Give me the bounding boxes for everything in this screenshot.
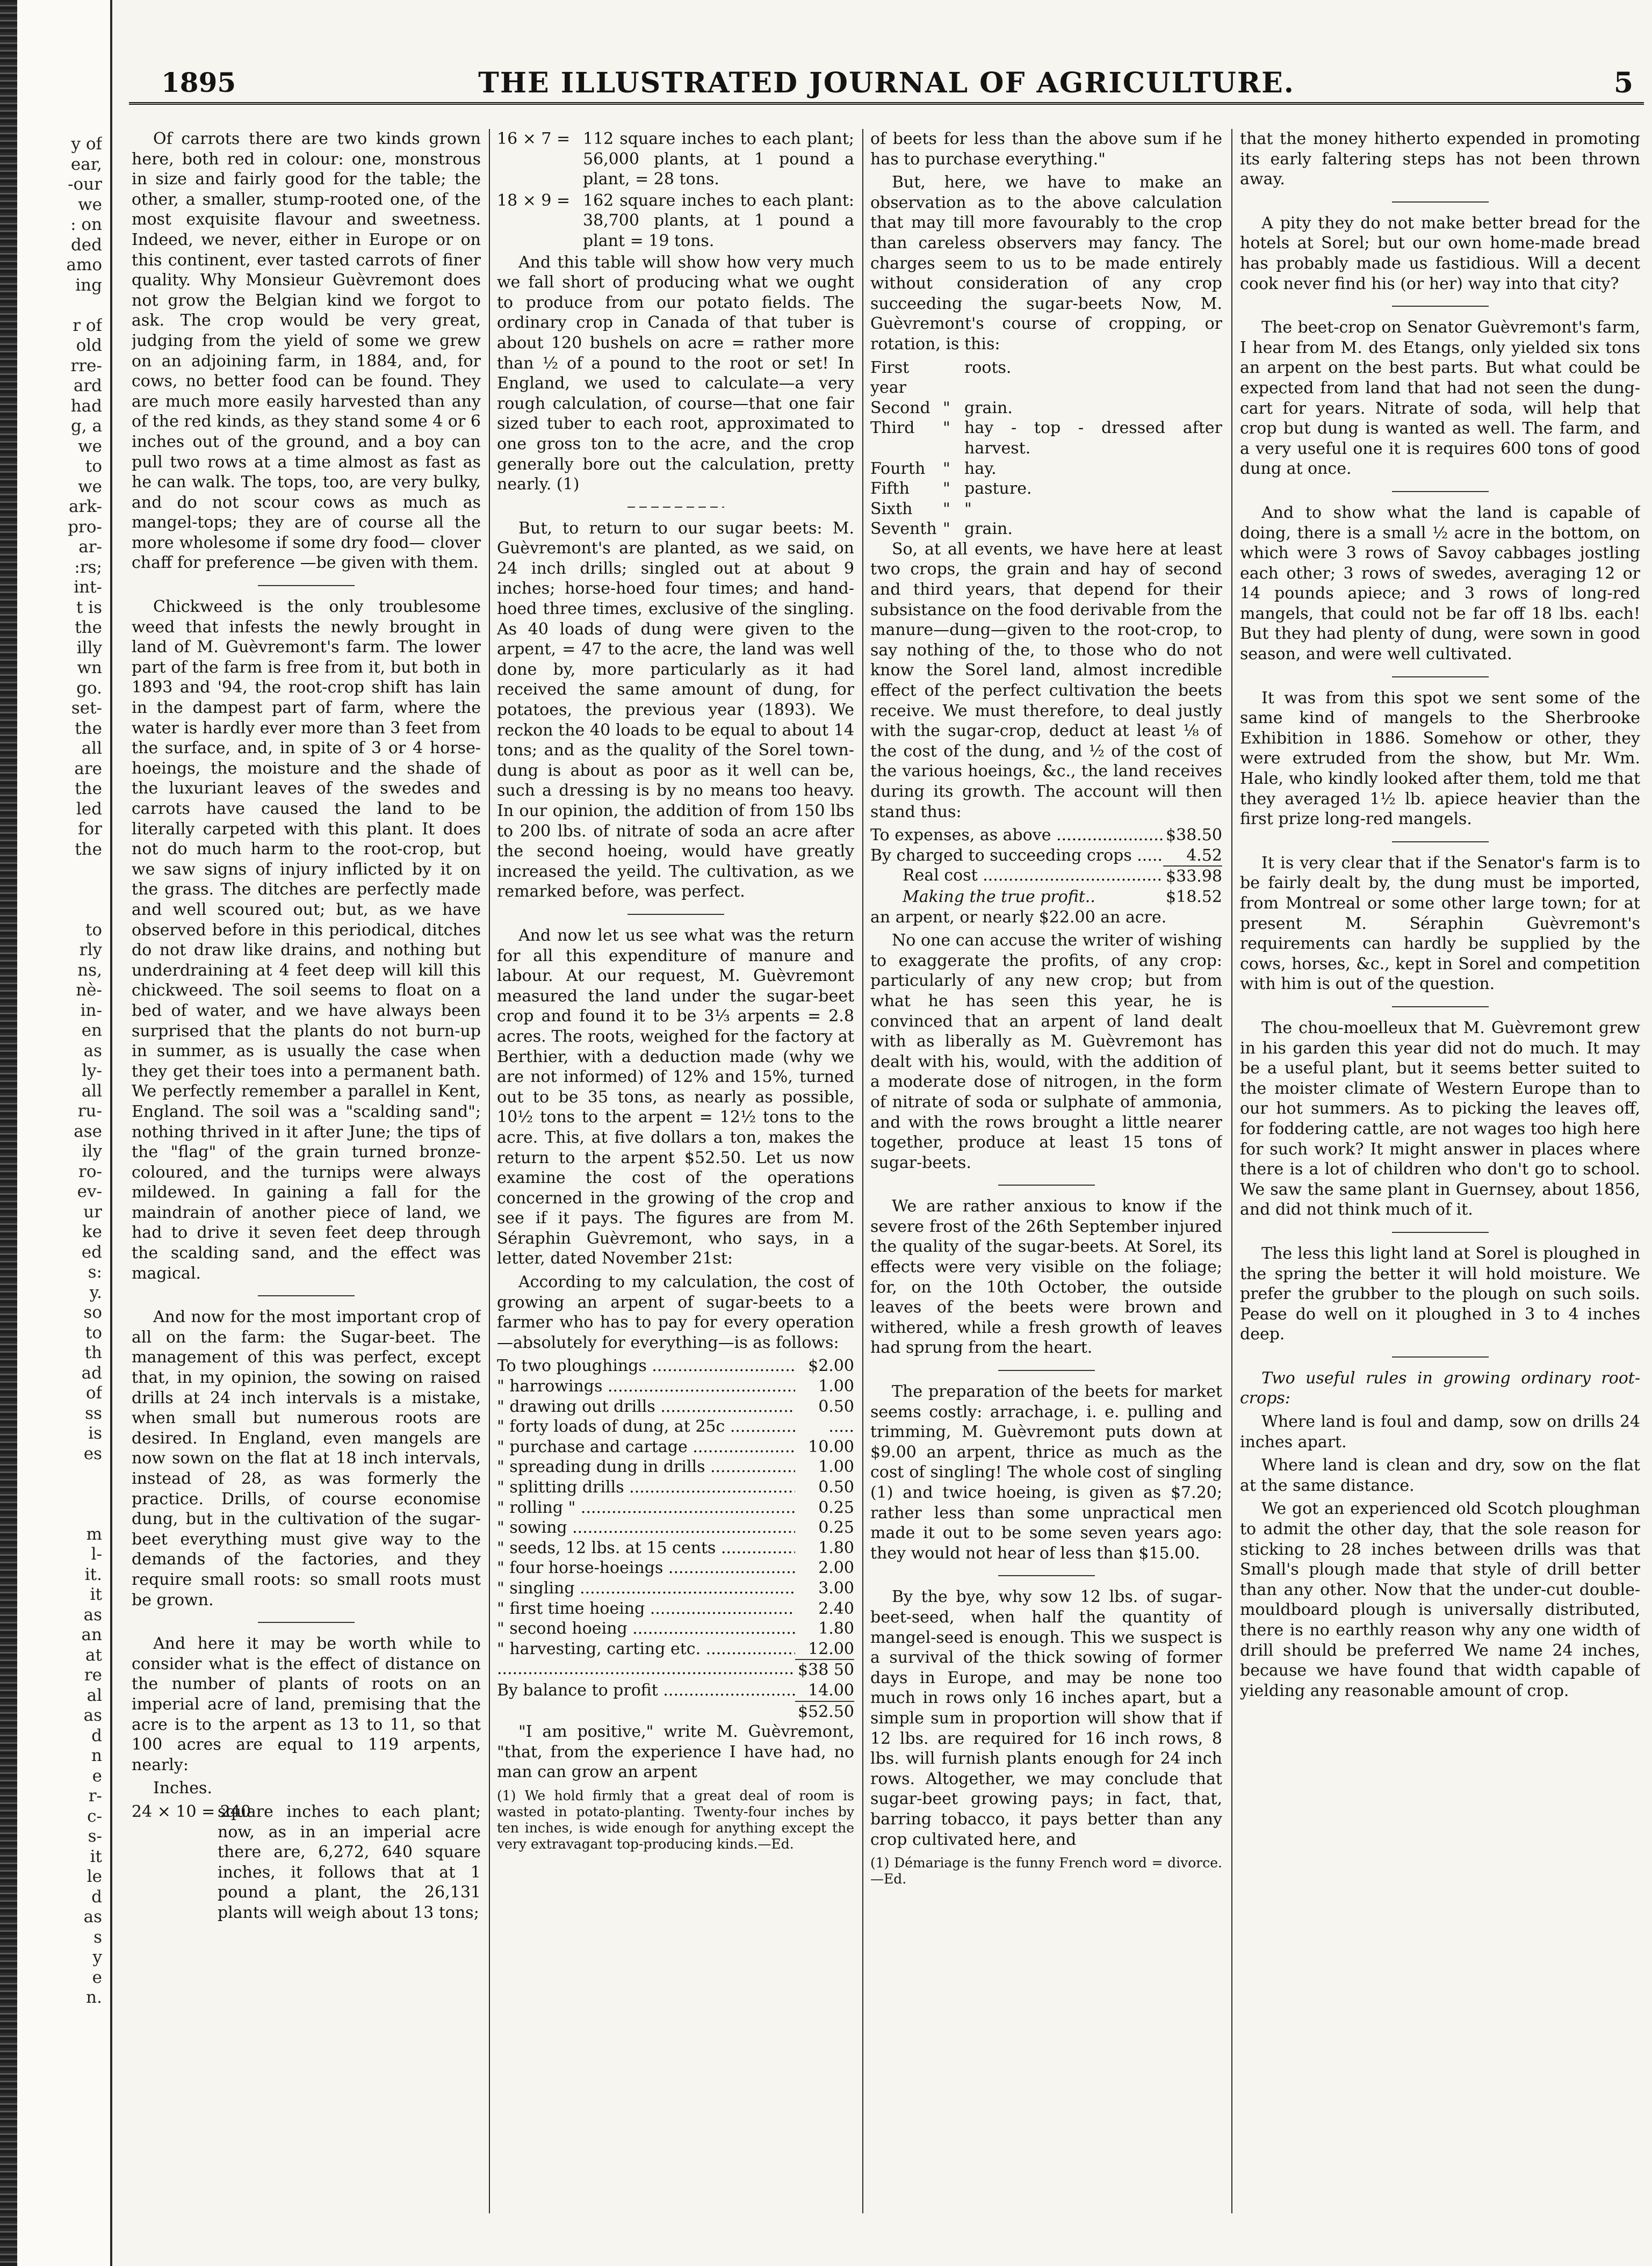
margin-fragment: ru- [77,1101,102,1121]
section-rule [1392,491,1489,492]
margin-fragment: le [86,1867,102,1886]
cost-item: " purchase and cartage ..... [497,1437,795,1457]
section-rule [998,1185,1095,1186]
account-label: Real cost ..... [903,865,1163,887]
rotation-year: Second [870,398,930,417]
cost-item: " forty loads of dung, at 25c ..... [497,1417,795,1437]
section-rule [258,1295,355,1296]
balance-amount: 14.00 [808,1680,854,1700]
margin-fragment: amo [66,255,102,275]
margin-fragment: in- [80,1000,102,1020]
section-rule [1392,841,1489,842]
margin-fragment: as [83,1041,102,1060]
rotation-leader: " [943,459,950,478]
margin-fragment: of [85,1383,102,1403]
binding-edge [0,0,17,2266]
account-row [870,825,1222,846]
cost-amount: 0.25 [818,1498,854,1517]
margin-fragment: y [92,1947,102,1967]
margin-fragment: are [74,759,102,778]
page-number: 5 [1613,67,1633,99]
margin-fragment: es [83,1444,102,1463]
cost-subtotal-row [497,1659,854,1680]
paragraph-quote: "I am positive," write M. Guèvremont, "that, from the experience I have had, no man can grow an arpent [497,1722,854,1782]
margin-fragment: at [85,1645,102,1665]
calculation-lhs: 24 × 10 = 240 [132,1802,251,1821]
margin-fragment: t is [76,597,102,617]
paragraph-sugar-beets-return: But, to return to our sugar beets: M. Guèvremont's are planted, as we said, on 24 inch drills; singled out at about 9 inches; horse-hoed four times; and hand-hoed three times, exclusive of the singling. As 40 loads of dung were given to the arpent, = 47 to the acre, the land was well done by, more particularly as it had received the same amount of dung, for potatoes, the previous year (1893). We reckon the 40 loads to be equal to about 14 tons; and as the quality of the Sorel town-dung is about as poor as it well can be, such a dressing is by no means too heavy. In our opinion, the addition of from 150 lbs to 200 lbs. of nitrate of soda an acre after the second hoeing, would have greatly increased the yeild. The cultivation, as we remarked before, was perfect. [497,518,854,901]
rotation-row [870,499,1222,519]
rotation-year: First year [870,358,910,398]
margin-fragment: as [83,1605,102,1625]
paragraph-carrots: Of carrots there are two kinds grown here, both red in colour: one, monstrous in size and fairly good for the table; the other, a smaller, stump-rooted one, of the most exquisite flavour and sweetness. Indeed, we never, either in Europe or on this continent, ever tasted carrots of finer quality. Why Monsieur Guèvremont does not grow the Belgian kind we forgot to ask. The crop would be very great, judging from the yield of some we grew on an adjoining farm, in 1884, and, for cows, no better food can be found. They are much more easily harvested than any of the red kinds, as they stand some 4 or 6 inches out of the ground, and a boy can pull two rows at a time almost as fast as he can walk. The tops, too, are very bulky, and do not scour cows as much as mangel-tops; they are of course all the more wholesome if some dry food— clover chaff for preference —be given with them. [132,129,481,573]
margin-fragment: rly [79,940,102,959]
cost-row [497,1498,854,1518]
rotation-row [870,358,1222,398]
margin-fragment: the [75,718,102,738]
cost-amount: 12.00 [808,1639,854,1658]
rotation-crop: pasture. [964,479,1032,499]
account-row [870,887,1222,907]
margin-fragment: all [81,739,102,758]
rotation-crop: grain. [964,519,1013,539]
rotation-leader [943,358,964,398]
paragraph-preparation: The preparation of the beets for market seems costly: arrachage, i. e. pulling and trimming, M. Guèvremont puts down at $9.00 an arpent, thrice as much as the cost of singling! The whole cost of singling (1) and twice hoeing, is given as $7.20; rather less than some unpractical men made it out to be some seven years ago: they would not hear of less than $15.00. [870,1382,1222,1563]
cost-item: " four horse-hoeings ..... [497,1558,795,1578]
margin-fragment: d [91,1887,102,1907]
balance-row [497,1680,854,1701]
page-header [129,59,1644,105]
section-rule [627,507,724,508]
rotation-row [870,519,1222,539]
cost-amount: 1.80 [818,1619,854,1639]
cost-row [497,1518,854,1538]
account-label: To expenses, as above ..... [870,825,1163,846]
rotation-leader: " [943,418,950,438]
cost-subtotal: $38 50 [795,1659,854,1680]
paragraph-exhibition: It was from this spot we sent some of the same kind of mangels to the Sherbrooke Exhibition in 1886. Somehow or other, they were extruded from the show, but Mr. Wm. Hale, who kindly looked after them, told me that they averaged 1½ lb. apiece heavier than the first prize long-red mangels. [1240,688,1640,829]
section-rule [998,1575,1095,1576]
cost-row [497,1397,854,1417]
margin-fragment: r- [88,1786,102,1806]
margin-fragment: nè- [76,980,102,1000]
margin-fragment: e [92,1766,102,1786]
margin-fragment: :rs; [74,557,102,577]
margin-fragment: to [85,1323,102,1343]
cost-amount: 1.00 [818,1457,854,1477]
paragraph-bread: A pity they do not make better bread for the hotels at Sorel; but our own home-made bread has probably made us fastidious. Will a decent cook never find his (or her) way into that city? [1240,213,1640,293]
paragraph-continuation: that the money hitherto expended in promoting its early faltering steps has not been thrown away. [1240,129,1640,189]
margin-fragment: it. [84,1564,102,1584]
margin-fragment: as [83,1706,102,1725]
margin-fragment: it [90,1585,102,1604]
cost-item: " first time hoeing ..... [497,1599,795,1619]
cost-row [497,1457,854,1477]
rotation-row [870,398,1222,418]
cost-item: " splitting drills ..... [497,1477,795,1498]
margin-fragment: go. [76,678,102,698]
paragraph-observation: But, here, we have to make an observation as to the above calculation that may till more favourably to the crop than careless observers may fancy. The charges seem to us to be made entirely without consideration of any crop succeeding the sugar-beets Now, M. Guèvremont's course of cropping, or rotation, is this: [870,173,1222,353]
rotation-year: Seventh [870,519,937,539]
margin-fragment: ded [70,235,102,255]
calculation-lhs: 18 × 9 = [497,191,571,210]
cost-item: " seeds, 12 lbs. at 15 cents ..... [497,1538,795,1558]
calculation-lhs: 16 × 7 = [497,129,571,148]
margin-fragment [21,1484,102,1505]
cost-row [497,1599,854,1619]
cost-item: " harvesting, carting etc. ..... [497,1639,795,1659]
paragraph-distance: And here it may be worth while to consider what is the effect of distance on the number of plants of roots on an imperial acre of land, premising that the acre is to the arpent as 13 to 11, so that 100 acres are equal to 119 arpents, nearly: [132,1634,481,1774]
rotation-year: Fifth [870,479,910,499]
paragraph-sugar-beet: And now for the most important crop of all on the farm: the Sugar-beet. The management of this was perfect, except that, in my opinion, the sowing on raised drills at 24 inch intervals is a mistake, when small but numerous roots are desired. In England, even mangels are now sown on the flat at 18 inch intervals, instead of 28, as was formerly the practice. Drills, of course economise dung, but in the cultivation of the sugar-beet everything must give way to the demands of the factories, and they require small roots: so small roots must be grown. [132,1308,481,1610]
margin-fragment: th [84,1343,102,1362]
paragraph-return: And now let us see what was the return for all this expenditure of manure and labour. At our request, M. Guèvremont measured the land under the sugar-beet crop and found it to be 3⅓ arpents = 2.8 acres. The roots, weighed for the factory at Berthier, with a deduction made (why we are not informed) of 12% and 15%, turned out to be 35 tons, as nearly as possible, 10½ tons to the arpent = 12½ tons to the acre. This, at five dollars a ton, makes the return to the arpent $52.50. Let us now examine the cost of the operations concerned in the growing of the crop and see if it pays. The figures are from M. Séraphin Guèvremont, who says, in a letter, dated November 21st: [497,926,854,1268]
rotation-leader: " [943,519,950,539]
cost-row [497,1578,854,1599]
cost-row [497,1376,854,1397]
margin-fragment: l- [91,1545,102,1564]
rotation-leader: " [943,499,950,518]
paragraph-cost-intro: According to my calculation, the cost of growing an arpent of sugar-beets to a farmer who has to pay for every operation—absolutely for everything—is as follows: [497,1273,854,1352]
margin-fragment: ly- [82,1061,102,1080]
column-2 [497,129,854,2219]
margin-fragment: led [76,799,102,819]
cost-row [497,1437,854,1457]
rotation-crop: roots. [964,358,1012,377]
paragraph-chickweed: Chickweed is the only troublesome weed that infests the newly brought in land of M. Guèvremont's farm. The lower part of the farm is free from it, but both in 1893 and '94, the root-crop shift has lain in the dampest part of farm, where the water is hardly ever more than 3 feet from the surface, and, in spite of 3 or 4 horse-hoeings, the moisture and the shade of the luxuriant leaves of the swedes and carrots have caused the land to be literally carpeted with this plant. It does not do much harm to the root-crop, but we saw signs of injury inflicted by it on the grass. The ditches are perfectly made and well scoured out; but, as we have observed before in this periodical, ditches do not draw like drains, and nothing but underdraining at 4 feet deep will kill this chickweed. The soil seems to float on a bed of water, and we have always been surprised that the plants do not burn-up in summer, as is usually the case when they get their toes into a permanent bath. We perfectly remember a parallel in Kent, England. The soil was a "scalding sand"; nothing thrived in it after June; the tips of the "flag" of the grain turned bronze-coloured, and the turnips were always mildewed. In gaining a fall for the maindrain of another piece of land, we had to drive it seven feet deep through the scalding sand, and the effect was magical. [132,597,481,1283]
margin-fragment: old [76,336,102,355]
calculation-row [497,129,854,190]
paragraph-acre: an arpent, or nearly $22.00 an acre. [870,907,1167,927]
margin-fragment: ev- [77,1182,102,1201]
rotation-year: Third [870,418,915,438]
section-rule [998,1370,1095,1371]
section-rule [1392,1232,1489,1233]
margin-fragment: ing [75,275,102,295]
margin-fragment: ns, [77,960,102,980]
column-1 [132,129,481,2219]
margin-fragment: m [86,1524,102,1544]
cost-item: " spreading dung in drills ..... [497,1457,795,1477]
rotation-year: Fourth [870,459,926,478]
margin-fragment: wn [77,658,102,677]
margin-fragment: we [78,194,102,214]
margin-fragment [21,880,102,900]
margin-fragment: we [78,477,102,496]
account-row [870,865,1222,887]
margin-fragment: ark- [68,497,102,516]
grand-total-row [497,1701,854,1722]
rotation-leader: " [943,398,950,417]
cost-item: " drawing out drills ..... [497,1397,795,1417]
paragraph-chou-moelleux: The chou-moelleux that M. Guèvremont grew in his garden this year did not do much. It may be a useful plant, but it seems better suited to the moister climate of Western Europe than to our hot summers. As to picking the leaves off, for foddering cattle, are not wages too high here for such work? It might answer in places where there is a lot of children who don't go to school. We saw the same plant in Guernsey, about 1856, and did not think much of it. [1240,1018,1640,1219]
cost-row [497,1619,854,1639]
column-3 [870,129,1222,2219]
margin-fragment: had [70,396,102,416]
section-rule [1392,1006,1489,1007]
margin-fragment: d [91,1726,102,1745]
account-amount: $18.52 [1166,887,1222,906]
margin-fragment: e [92,1967,102,1987]
margin-fragment: as [83,1907,102,1926]
margin-fragment: g, a [70,416,102,436]
rotation-crop: hay - top - dressed after harvest. [964,418,1222,458]
margin-fragment: s [93,1927,102,1947]
section-rule [1392,201,1489,203]
margin-fragment: ily [82,1142,102,1161]
paragraph-rules: Two useful rules in growing ordinary root-crops: [1240,1368,1640,1408]
margin-fragment: ke [82,1222,102,1242]
margin-fragment: the [75,779,102,798]
margin-fragment: ear, [70,154,102,174]
cost-item: To two ploughings ..... [497,1356,795,1376]
margin-fragment: to [85,457,102,476]
margin-fragment: set- [71,698,102,718]
margin-fragment: all [81,1081,102,1101]
section-rule [1392,1356,1489,1358]
cost-table [497,1356,854,1659]
margin-fragment: is [88,1424,102,1443]
cost-row [497,1639,854,1659]
margin-fragment: ro- [78,1161,102,1181]
margin-fragment: ed [81,1242,102,1262]
paragraph-events: So, at all events, we have here at least two crops, the grain and hay of second and third years, that depend for their subsistance on the food derivable from the manure—dung—given to the root-crop, to say nothing of the, to those who do not know the Sorel land, almost incredible effect of the perfect cultivation the beets receive. We must therefore, to deal justly with the sugar-crop, deduct at least ⅛ of the cost of the dung, and ½ of the cost of the various hoeings, &c., the land receives during its growth. The account will then stand thus: [870,539,1222,821]
paragraph-light-land: The less this light land at Sorel is ploughed in the spring the better it will hold moisture. We prefer the grubber to the plough on such soils. Pease do well on it ploughed in 3 to 4 inches deep. [1240,1244,1640,1344]
cost-item: " second hoeing ..... [497,1619,795,1639]
rotation-crop: " [964,499,972,518]
margin-fragment: rre- [70,356,102,376]
section-rule [258,585,355,586]
footnote: (1) Démariage is the funny French word = divorce.—Ed. [870,1855,1222,1887]
section-rule [1392,676,1489,677]
calculation-row [132,1802,481,1923]
balance-label: By balance to profit ..... [497,1680,795,1701]
cost-row [497,1538,854,1558]
calculation-rhs: 112 square inches to each plant; 56,000 plants, at 1 pound a plant, = 28 tons. [583,129,854,189]
margin-fragment: r of [73,315,102,335]
rotation-leader: " [943,479,950,499]
cost-row [497,1477,854,1498]
account-amount: 4.52 [1186,846,1222,865]
paragraph-seed: By the bye, why sow 12 lbs. of sugar-beet-seed, when half the quantity of mangel-seed is enough. This we suspect is a survival of the thick sowing of former days in Europe, and may be none too much in rows only 16 inches apart, but a simple sum in proportion will show that if 12 lbs. are required for 16 inch rows, 8 lbs. will furnish plants enough for 24 inch rows. Altogether, we may conclude that sugar-beet growing pays; in fact, that, barring tobacco, it pays better than any crop cultivated here, and [870,1587,1222,1849]
cost-amount: 0.50 [818,1478,854,1497]
cost-row [497,1356,854,1376]
section-rule [1392,306,1489,307]
margin-fragment: ad [81,1363,102,1383]
paragraph-potato-table: And this table will show how very much we fall short of producing what we ought to produce from our potato fields. The ordinary crop in Canada of that tuber is about 120 bushels on acre = rather more than ½ of a pound to the root or set! In England, we used to calculate—a very rough calculation, of course—that one fair sized tuber to each root, approximated to one gross ton to the acre, and the crop generally bore out the calculation, pretty nearly. (1) [497,252,854,494]
paragraph-frost: We are rather anxious to know if the severe frost of the 26th September injured the quality of the sugar-beets. At Sorel, its effects were very visible on the foliage; for, on the 10th October, the outside leaves of the beets were brown and withered, while a fresh growth of leaves had sprung from the heart. [870,1197,1222,1358]
margin-fragment: en [81,1021,102,1040]
section-rule [627,914,724,915]
rotation-row [870,479,1222,499]
footnote: (1) We hold firmly that a great deal of room is wasted in potato-planting. Twenty-four inches by ten inches, is wide enough for anything except the very extravagant top-producing kinds.—Ed. [497,1787,854,1852]
paragraph-beet-crop: The beet-crop on Senator Guèvremont's farm, I hear from M. des Etangs, only yielded six tons an arpent on the best parts. But what could be expected from land that had not seen the dung-cart for years. Nitrate of soda, will help that crop but dung is wanted as well. The farm, and a very useful one it is requires 600 tons of good dung at once. [1240,318,1640,479]
margin-fragment: so [83,1303,102,1322]
rotation-row [870,418,1222,458]
cost-amount: $2.00 [808,1356,854,1376]
calculation-row [497,191,854,251]
cost-amount: 2.00 [818,1558,854,1578]
rotation-table [870,358,1222,539]
rotation-crop: grain. [964,398,1013,417]
margin-fragment: the [75,839,102,859]
cost-amount: ..... [828,1417,854,1437]
cost-amount: 1.00 [818,1377,854,1396]
paragraph-continuation: of beets for less than the above sum if he has to purchase everything." [870,129,1222,169]
margin-fragment: an [81,1625,102,1644]
grand-total: $52.50 [795,1701,854,1722]
page-year: 1895 [161,67,236,98]
previous-page-fragments [21,134,102,2008]
column-rule [1231,129,1232,2213]
account-amount: $33.98 [1163,865,1222,887]
account-row [870,846,1222,866]
cost-amount: 10.00 [808,1437,854,1456]
margin-fragment: ss [85,1403,102,1423]
margin-fragment: al [86,1685,102,1705]
rotation-row [870,459,1222,479]
journal-title: THE ILLUSTRATED JOURNAL OF AGRICULTURE. [478,67,1295,99]
margin-fragment: c- [87,1806,102,1826]
calculation-rhs: square inches to each plant; now, as in an imperial acre there are, 6,272, 640 square inches, it follows that at 1 pound a plant, the 26,131 plants will weigh about 13 tons; [218,1802,481,1922]
rotation-year: Sixth [870,499,913,518]
margin-fragment: we [78,436,102,456]
cost-row [497,1558,854,1578]
account-label: Making the true profit.. [903,887,1095,906]
calculation-rhs: 162 square inches to each plant: 38,700 plants, at 1 pound a plant = 19 tons. [583,191,854,250]
cost-amount: 1.80 [818,1538,854,1557]
account-label: By charged to succeeding crops ..... [870,846,1163,866]
binding-margin [0,0,112,2266]
paragraph-accuse: No one can accuse the writer of wishing to exaggerate the profits, of any crop: particularly of any new crop; but from what he has seen this year, he is convinced that an arpent of land dealt with as liberally as M. Guèvremont has dealt with his, would, with the addition of a moderate dose of nitrogen, in the form of nitrate of soda or sulphate of ammonia, and with the rows brought a little nearer together, produce at least 15 tons of sugar-beets. [870,931,1222,1172]
column-rule [862,129,863,2213]
margin-fragment: int- [74,578,102,597]
margin-fragment: y of [71,134,102,154]
margin-fragment: -our [68,175,102,194]
margin-fragment: n. [86,1988,102,2007]
margin-fragment: : on [70,215,102,234]
margin-fragment: ar- [78,537,102,557]
margin-fragment: it [90,1846,102,1866]
cost-item: " rolling " ..... [497,1498,795,1518]
margin-fragment [21,1504,102,1525]
account-amount: $38.50 [1166,826,1222,845]
cost-item: " sowing ..... [497,1518,795,1538]
margin-fragment: illy [76,638,102,658]
paragraph-ploughman: We got an experienced old Scotch ploughman to admit the other day, that the sole reason for sticking to 28 inches between drills was that Small's plough made that style of drill better than any other. Now that the under-cut double-mouldboard plough is universally distributed, there is no earthly reason why any one width of drill should be preferred We name 24 inches, because we have found that width capable of yielding any reasonable amount of crop. [1240,1499,1640,1700]
column-rule [489,129,490,2213]
cost-amount: 0.50 [818,1397,854,1416]
cost-item: " harrowings ..... [497,1376,795,1397]
margin-fragment [21,900,102,920]
column-4 [1240,129,1640,2219]
cost-item: " singling ..... [497,1578,795,1599]
paragraph-rule-1: Where land is foul and damp, sow on drills 24 inches apart. [1240,1412,1640,1452]
rotation-crop: hay. [964,459,997,478]
paragraph-land-capable: And to show what the land is capable of doing, there is a small ½ acre in the bottom, on which were 3 rows of Savoy cabbages jostling each other; 3 rows of swedes, averaging 12 or 14 pounds apiece; and 3 rows of long-red mangels, that could not be far off 18 lbs. each! But they had plenty of dung, were sown in good season, and were well cultivated. [1240,503,1640,664]
margin-fragment: re [84,1665,102,1685]
margin-fragment: pro- [68,517,102,537]
margin-fragment: ase [74,1121,102,1141]
margin-fragment: s: [88,1262,102,1282]
margin-fragment: ard [73,376,102,395]
margin-fragment: to [85,920,102,940]
paragraph-rule-2: Where land is clean and dry, sow on the flat at the same distance. [1240,1456,1640,1495]
margin-fragment: s- [88,1827,102,1846]
inches-label: Inches. [153,1779,212,1798]
section-rule [258,1622,355,1623]
paragraph-senator-farm: It is very clear that if the Senator's farm is to be fairly dealt by, the dung must be imported, from Montreal or some other large town; for at present M. Séraphin Guèvremont's requirements can hardly be supplied by the cows, horses, &c., kept in Sorel and competition with him is out of the question. [1240,853,1640,994]
cost-row [497,1417,854,1437]
margin-fragment [21,1464,102,1484]
margin-fragment [21,860,102,880]
margin-fragment: for [78,819,102,839]
cost-amount: 0.25 [818,1518,854,1538]
margin-fragment: n [91,1746,102,1765]
margin-fragment: the [75,618,102,637]
margin-fragment: ur [83,1202,102,1222]
cost-amount: 2.40 [818,1599,854,1618]
margin-fragment: y. [89,1282,102,1302]
margin-fragment [21,295,102,316]
cost-amount: 3.00 [818,1578,854,1598]
